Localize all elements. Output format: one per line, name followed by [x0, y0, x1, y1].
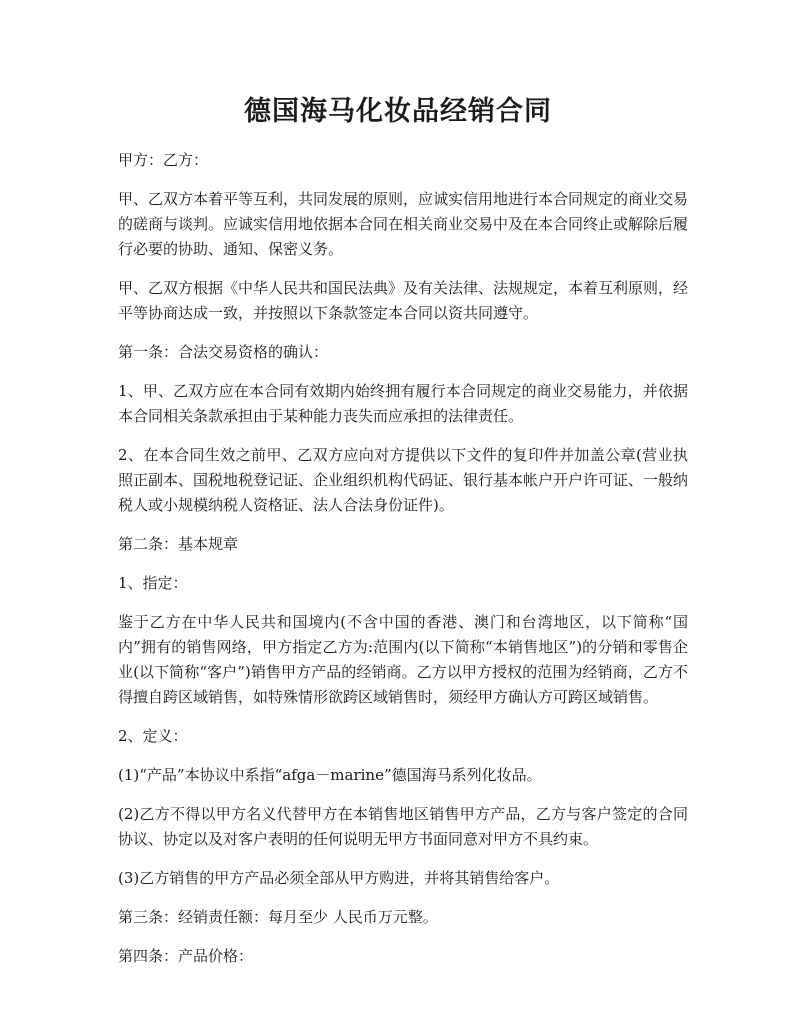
article-1-heading: 第一条：合法交易资格的确认：	[118, 343, 329, 361]
definition-2: (2)乙方不得以甲方名义代替甲方在本销售地区销售甲方产品，乙方与客户签定的合同协议、协定以及对客户表明的任何说明无甲方书面同意对甲方不具约束。	[118, 805, 688, 848]
definition-3: (3)乙方销售的甲方产品必须全部从甲方购进，并将其销售给客户。	[118, 869, 560, 887]
definition-1: (1)“产品”本协议中系指“afga－marine”德国海马系列化妆品。	[118, 766, 542, 784]
article-3-heading: 第三条：经销责任额：每月至少 人民币万元整。	[118, 908, 438, 926]
document-title: 德国海马化妆品经销合同	[244, 96, 552, 127]
article-1-clause-1: 1、甲、乙双方应在本合同有效期内始终拥有履行本合同规定的商业交易能力，并依据本合同相关条款承担由于某种能力丧失而应承担的法律责任。	[118, 382, 688, 425]
preamble-paragraph: 甲、乙双方本着平等互利，共同发展的原则，应诚实信用地进行本合同规定的商业交易的磋商与谈判。应诚实信用地依据本合同在相关商业交易中及在本合同终止或解除后履行必要的协助、通知、保密义务。	[118, 190, 689, 258]
article-2-clause-1-heading: 1、指定：	[118, 574, 188, 592]
party-line: 甲方：乙方：	[118, 151, 209, 169]
article-2-clause-2-heading: 2、定义：	[118, 727, 188, 745]
article-4-heading: 第四条：产品价格：	[118, 947, 254, 965]
legal-basis-paragraph: 甲、乙双方根据《中华人民共和国民法典》及有关法律、法规规定，本着互利原则，经平等协商达成一致，并按照以下条款签定本合同以资共同遵守。	[118, 279, 689, 322]
document-body	[118, 148, 688, 983]
article-1-clause-2: 2、在本合同生效之前甲、乙双方应向对方提供以下文件的复印件并加盖公章(营业执照正副本、国税地税登记证、企业组织机构代码证、银行基本帐户开户许可证、一般纳税人或小规模纳税人资格证、法人合法身份证件)。	[118, 446, 689, 514]
article-2-heading: 第二条：基本规章	[118, 535, 239, 553]
appointment-paragraph: 鉴于乙方在中华人民共和国境内(不含中国的香港、澳门和台湾地区，以下简称“国内”拥有的销售网络，甲方指定乙方为:范围内(以下简称“本销售地区”)的分销和零售企业(以下简称“客户”)销售甲方产品的经销商。乙方以甲方授权的范围为经销商，乙方不得擅自跨区域销售，如特殊情形欲跨区域销售时，须经甲方确认方可跨区域销售。	[118, 613, 688, 706]
